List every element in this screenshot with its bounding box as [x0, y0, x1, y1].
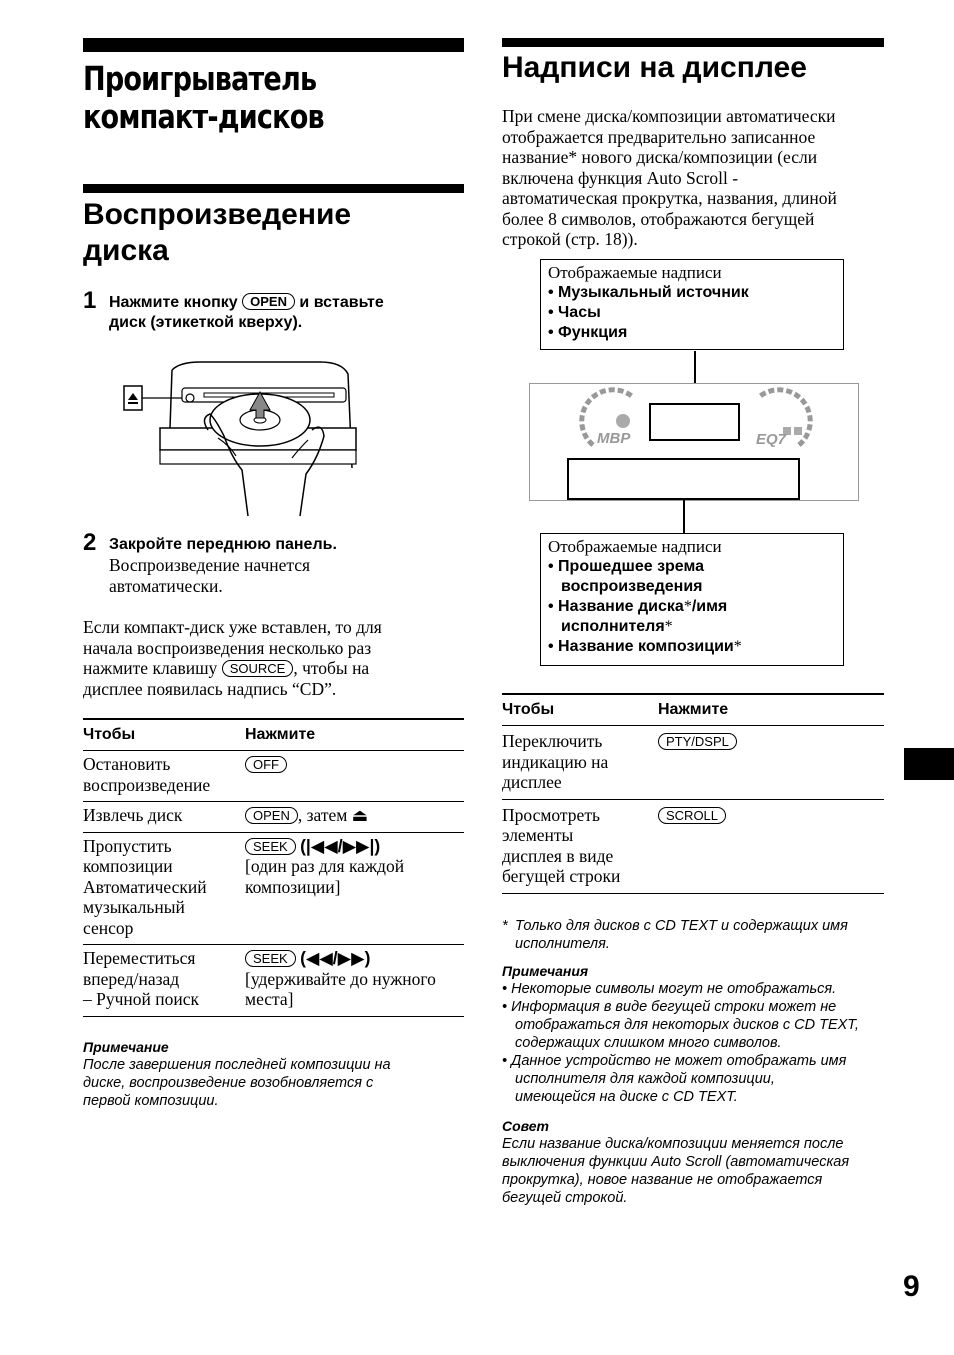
- tip: Совет Если название диска/композиции меняется после выключения функции Auto Scroll (автоматическая прокрутка), новое название не отображается бегущей строкой.: [502, 1118, 850, 1206]
- mbp-indicator: MBP: [597, 430, 631, 447]
- source-key: SOURCE: [222, 660, 294, 677]
- left-note: Примечание После завершения последней композиции на диске, воспроизведение возобновляется с первой композиции.: [83, 1039, 391, 1109]
- right-title-rule: [502, 38, 884, 47]
- col-header-press: Нажмите: [245, 719, 464, 751]
- col-header-to: Чтобы: [83, 719, 245, 751]
- source-paragraph: Если компакт-диск уже вставлен, то для начала воспроизведения несколько раз нажмите клавишу SOURCE , чтобы на дисплее появилась надпись “CD”.: [83, 617, 382, 699]
- page-number: 9: [903, 1270, 920, 1303]
- col-header-to: Чтобы: [502, 694, 658, 726]
- display-section-title: Надписи на дисплее: [502, 51, 807, 84]
- page-title: Проигрыватель компакт-дисков: [83, 59, 324, 136]
- table-row: Остановить воспроизведение OFF: [83, 751, 464, 802]
- right-notes: Примечания • Некоторые символы могут не отображаться. • Информация в виде бегущей строки может не отображаться для некоторых дисков с CD TEXT, содержащих слишком много символов. • Данное устройство не может отображать имя исполнителя для каждой композиции, имеющейся на диске с CD TEXT.: [502, 963, 859, 1105]
- footnote: * Только для дисков с CD TEXT и содержащих имя исполнителя.: [502, 918, 848, 952]
- section-rule: [83, 184, 464, 193]
- col-header-press: Нажмите: [658, 694, 884, 726]
- table-row: Извлечь диск OPEN , затем ⏏: [83, 802, 464, 833]
- table-row: Пропустить композиции Автоматический музыкальный сенсор SEEK (|◀◀/▶▶|) [один раз для каждой композиции]: [83, 832, 464, 945]
- table-row: Просмотреть элементы дисплея в виде бегущей строки SCROLL: [502, 799, 884, 893]
- scroll-key: SCROLL: [658, 807, 726, 824]
- off-key: OFF: [245, 756, 287, 773]
- table-row: Переместиться вперед/назад – Ручной поиск SEEK (◀◀/▶▶) [удерживайте до нужного места]: [83, 945, 464, 1017]
- step-1-number: 1: [83, 287, 97, 314]
- step-2-text: Закройте переднюю панель. Воспроизведение начнется автоматически.: [109, 536, 337, 596]
- seek-key: SEEK: [245, 838, 296, 855]
- connector-line-bottom: [683, 500, 685, 534]
- step-2-number: 2: [83, 529, 97, 556]
- display-intro: При смене диска/композиции автоматически отображается предварительно записанное название* нового диска/композиции (если включена функция Auto Scroll - автоматическая прокрутка, названия, длиной более 8 символов, отображаются бегущей строкой (стр. 18)).: [502, 106, 837, 249]
- open-key: OPEN: [245, 807, 298, 824]
- title-rule: [83, 38, 464, 52]
- cd-insert-illustration: [120, 358, 360, 518]
- seek-key: SEEK: [245, 950, 296, 967]
- table-row: Переключить индикацию на дисплее PTY/DSPL: [502, 726, 884, 800]
- pty-dspl-key: PTY/DSPL: [658, 733, 737, 750]
- open-key: OPEN: [242, 293, 295, 310]
- step-1-text: Нажмите кнопку OPEN и вставьте диск (этикеткой кверху).: [109, 294, 384, 331]
- section-title: Воспроизведение диска: [83, 198, 352, 267]
- cd-controls-table: [83, 718, 464, 1017]
- section-tab: [904, 748, 954, 780]
- display-items-box-bottom: Отображаемые надписи • Прошедшее зрема воспроизведения • Название диска*/имя исполнителя* • Название композиции*: [540, 533, 844, 666]
- display-controls-table: [502, 693, 884, 894]
- eq7-indicator: EQ7: [756, 431, 787, 448]
- display-graphics: [529, 383, 859, 501]
- display-items-box-top: Отображаемые надписи • Музыкальный источник • Часы • Функция: [540, 259, 844, 350]
